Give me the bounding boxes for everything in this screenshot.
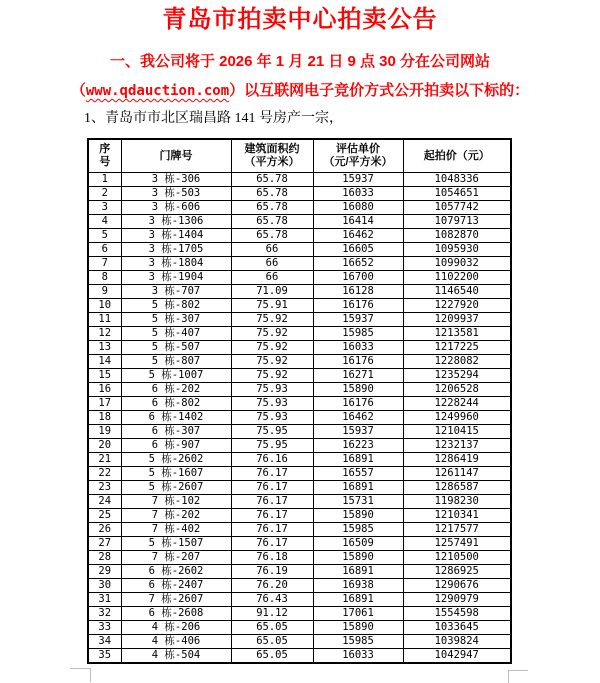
area-cell: 66 (231, 257, 313, 271)
table-row (88, 313, 511, 327)
start-price-cell: 1079713 (403, 215, 511, 229)
area-cell: 65.78 (231, 215, 313, 229)
door-number-cell: 4 栋-406 (121, 635, 231, 649)
start-price-cell: 1146540 (403, 285, 511, 299)
row-number-cell: 11 (88, 313, 121, 327)
table-row (88, 369, 511, 383)
table-row (88, 537, 511, 551)
table-row (88, 243, 511, 257)
start-price-cell: 1210415 (403, 425, 511, 439)
table-row (88, 523, 511, 537)
row-number-cell: 6 (88, 243, 121, 257)
start-price-cell: 1217225 (403, 341, 511, 355)
unit-price-cell: 15937 (313, 173, 403, 187)
table-row (88, 271, 511, 285)
intro-line-1: 一、我公司将于 2026 年 1 月 21 日 9 点 30 分在公司网站 (109, 53, 491, 70)
start-price-cell: 1210500 (403, 551, 511, 565)
area-cell: 75.91 (231, 299, 313, 313)
table-row (88, 453, 511, 467)
table-row (88, 215, 511, 229)
start-price-cell: 1082870 (403, 229, 511, 243)
text-boundary-mark-left (70, 668, 91, 682)
door-number-cell: 3 栋-1904 (121, 271, 231, 285)
table-row (88, 481, 511, 495)
start-price-cell: 1042947 (403, 649, 511, 664)
row-number-cell: 18 (88, 411, 121, 425)
door-number-cell: 5 栋-1507 (121, 537, 231, 551)
row-number-cell: 13 (88, 341, 121, 355)
door-number-cell: 5 栋-807 (121, 355, 231, 369)
table-row (88, 551, 511, 565)
start-price-cell: 1054651 (403, 187, 511, 201)
unit-price-cell: 16414 (313, 215, 403, 229)
unit-price-cell: 15890 (313, 509, 403, 523)
unit-price-cell: 15890 (313, 551, 403, 565)
auction-website-url: www.qdauction.com (85, 83, 230, 99)
door-number-cell: 6 栋-2608 (121, 607, 231, 621)
door-number-cell: 3 栋-1804 (121, 257, 231, 271)
area-cell: 65.78 (231, 201, 313, 215)
door-number-cell: 7 栋-207 (121, 551, 231, 565)
table-row (88, 285, 511, 299)
door-number-cell: 5 栋-2607 (121, 481, 231, 495)
row-number-cell: 2 (88, 187, 121, 201)
row-number-cell: 24 (88, 495, 121, 509)
area-cell: 65.05 (231, 635, 313, 649)
unit-price-cell: 16462 (313, 411, 403, 425)
unit-price-cell: 16033 (313, 341, 403, 355)
area-cell: 76.17 (231, 537, 313, 551)
unit-price-cell: 15985 (313, 327, 403, 341)
table-row (88, 229, 511, 243)
start-price-cell: 1217577 (403, 523, 511, 537)
row-number-cell: 33 (88, 621, 121, 635)
row-number-cell: 22 (88, 467, 121, 481)
row-number-cell: 26 (88, 523, 121, 537)
start-price-cell: 1554598 (403, 607, 511, 621)
start-price-cell: 1232137 (403, 439, 511, 453)
door-number-cell: 6 栋-307 (121, 425, 231, 439)
unit-price-cell: 15985 (313, 635, 403, 649)
start-price-cell: 1290979 (403, 593, 511, 607)
row-number-cell: 4 (88, 215, 121, 229)
area-cell: 75.92 (231, 355, 313, 369)
unit-price-cell: 16891 (313, 453, 403, 467)
row-number-cell: 15 (88, 369, 121, 383)
start-price-cell: 1213581 (403, 327, 511, 341)
start-price-cell: 1099032 (403, 257, 511, 271)
start-price-cell: 1206528 (403, 383, 511, 397)
col-header-door-number: 门牌号 (121, 139, 231, 173)
table-row (88, 649, 511, 664)
table-row (88, 439, 511, 453)
col-header-start-price: 起拍价（元） (403, 139, 511, 173)
door-number-cell: 5 栋-2602 (121, 453, 231, 467)
start-price-cell: 1228082 (403, 355, 511, 369)
table-row (88, 411, 511, 425)
door-number-cell: 3 栋-1404 (121, 229, 231, 243)
row-number-cell: 25 (88, 509, 121, 523)
area-cell: 76.16 (231, 453, 313, 467)
table-row (88, 187, 511, 201)
unit-price-cell: 16557 (313, 467, 403, 481)
door-number-cell: 3 栋-707 (121, 285, 231, 299)
start-price-cell: 1209937 (403, 313, 511, 327)
unit-price-cell: 16891 (313, 593, 403, 607)
unit-price-cell: 16128 (313, 285, 403, 299)
area-cell: 76.20 (231, 579, 313, 593)
area-cell: 76.17 (231, 523, 313, 537)
start-price-cell: 1261147 (403, 467, 511, 481)
row-number-cell: 3 (88, 201, 121, 215)
unit-price-cell: 16033 (313, 187, 403, 201)
row-number-cell: 16 (88, 383, 121, 397)
door-number-cell: 6 栋-1402 (121, 411, 231, 425)
start-price-cell: 1210341 (403, 509, 511, 523)
page-title: 青岛市拍卖中心拍卖公告 (162, 6, 438, 33)
row-number-cell: 28 (88, 551, 121, 565)
start-price-cell: 1033645 (403, 621, 511, 635)
intro-line-2-open-paren: （ (70, 82, 86, 99)
start-price-cell: 1228244 (403, 397, 511, 411)
unit-price-cell: 15937 (313, 425, 403, 439)
door-number-cell: 7 栋-402 (121, 523, 231, 537)
table-row (88, 579, 511, 593)
unit-price-cell: 16700 (313, 271, 403, 285)
door-number-cell: 5 栋-1007 (121, 369, 231, 383)
start-price-cell: 1286419 (403, 453, 511, 467)
area-cell: 75.95 (231, 425, 313, 439)
door-number-cell: 4 栋-504 (121, 649, 231, 664)
door-number-cell: 5 栋-802 (121, 299, 231, 313)
row-number-cell: 10 (88, 299, 121, 313)
row-number-cell: 31 (88, 593, 121, 607)
door-number-cell: 6 栋-202 (121, 383, 231, 397)
area-cell: 91.12 (231, 607, 313, 621)
start-price-cell: 1286587 (403, 481, 511, 495)
auction-table (87, 138, 512, 664)
table-row (88, 383, 511, 397)
row-number-cell: 35 (88, 649, 121, 664)
start-price-cell: 1235294 (403, 369, 511, 383)
row-number-cell: 20 (88, 439, 121, 453)
table-row (88, 299, 511, 313)
row-number-cell: 9 (88, 285, 121, 299)
area-cell: 66 (231, 243, 313, 257)
door-number-cell: 5 栋-507 (121, 341, 231, 355)
row-number-cell: 29 (88, 565, 121, 579)
intro-line-2 (0, 82, 600, 100)
area-cell: 76.19 (231, 565, 313, 579)
row-number-cell: 7 (88, 257, 121, 271)
row-number-cell: 32 (88, 607, 121, 621)
area-cell: 66 (231, 271, 313, 285)
unit-price-cell: 16223 (313, 439, 403, 453)
unit-price-cell: 15890 (313, 621, 403, 635)
row-number-cell: 21 (88, 453, 121, 467)
door-number-cell: 7 栋-202 (121, 509, 231, 523)
area-cell: 76.17 (231, 495, 313, 509)
unit-price-cell: 16033 (313, 649, 403, 664)
table-row (88, 425, 511, 439)
start-price-cell: 1249960 (403, 411, 511, 425)
col-header-row-number: 序 号 (88, 139, 121, 173)
table-row (88, 173, 511, 187)
table-row (88, 257, 511, 271)
table-header-row (88, 139, 511, 173)
intro-line-2-rest: ）以互联网电子竞价方式公开拍卖以下标的： (229, 82, 530, 99)
unit-price-cell: 16891 (313, 565, 403, 579)
unit-price-cell: 16176 (313, 355, 403, 369)
lot-description-line: 1、青岛市市北区瑞昌路 141 号房产一宗， (84, 111, 343, 126)
door-number-cell: 3 栋-503 (121, 187, 231, 201)
door-number-cell: 6 栋-907 (121, 439, 231, 453)
unit-price-cell: 15937 (313, 313, 403, 327)
row-number-cell: 1 (88, 173, 121, 187)
table-row (88, 495, 511, 509)
start-price-cell: 1286925 (403, 565, 511, 579)
auction-table-body (88, 173, 511, 664)
row-number-cell: 12 (88, 327, 121, 341)
unit-price-cell: 16652 (313, 257, 403, 271)
start-price-cell: 1057742 (403, 201, 511, 215)
area-cell: 75.92 (231, 369, 313, 383)
table-row (88, 621, 511, 635)
area-cell: 65.78 (231, 187, 313, 201)
row-number-cell: 5 (88, 229, 121, 243)
unit-price-cell: 17061 (313, 607, 403, 621)
start-price-cell: 1039824 (403, 635, 511, 649)
row-number-cell: 8 (88, 271, 121, 285)
table-row (88, 355, 511, 369)
door-number-cell: 3 栋-1306 (121, 215, 231, 229)
table-row (88, 327, 511, 341)
door-number-cell: 6 栋-2407 (121, 579, 231, 593)
area-cell: 71.09 (231, 285, 313, 299)
start-price-cell: 1102200 (403, 271, 511, 285)
col-header-area: 建筑面积约 （平方米） (231, 139, 313, 173)
start-price-cell: 1048336 (403, 173, 511, 187)
unit-price-cell: 16462 (313, 229, 403, 243)
row-number-cell: 30 (88, 579, 121, 593)
door-number-cell: 3 栋-1705 (121, 243, 231, 257)
area-cell: 65.78 (231, 229, 313, 243)
unit-price-cell: 16938 (313, 579, 403, 593)
unit-price-cell: 16509 (313, 537, 403, 551)
table-row (88, 635, 511, 649)
area-cell: 75.92 (231, 341, 313, 355)
table-row (88, 341, 511, 355)
door-number-cell: 3 栋-306 (121, 173, 231, 187)
area-cell: 76.17 (231, 467, 313, 481)
area-cell: 75.95 (231, 439, 313, 453)
start-price-cell: 1227920 (403, 299, 511, 313)
area-cell: 76.17 (231, 509, 313, 523)
unit-price-cell: 16605 (313, 243, 403, 257)
row-number-cell: 34 (88, 635, 121, 649)
unit-price-cell: 15985 (313, 523, 403, 537)
area-cell: 65.05 (231, 649, 313, 664)
table-row (88, 201, 511, 215)
unit-price-cell: 16176 (313, 299, 403, 313)
area-cell: 65.05 (231, 621, 313, 635)
unit-price-cell: 16080 (313, 201, 403, 215)
door-number-cell: 4 栋-206 (121, 621, 231, 635)
row-number-cell: 23 (88, 481, 121, 495)
unit-price-cell: 15731 (313, 495, 403, 509)
door-number-cell: 6 栋-2602 (121, 565, 231, 579)
table-row (88, 509, 511, 523)
start-price-cell: 1095930 (403, 243, 511, 257)
door-number-cell: 5 栋-307 (121, 313, 231, 327)
door-number-cell: 5 栋-407 (121, 327, 231, 341)
unit-price-cell: 16176 (313, 397, 403, 411)
start-price-cell: 1290676 (403, 579, 511, 593)
area-cell: 75.93 (231, 411, 313, 425)
col-header-unit-price: 评估单价 （元/平方米） (313, 139, 403, 173)
door-number-cell: 7 栋-102 (121, 495, 231, 509)
area-cell: 76.17 (231, 481, 313, 495)
door-number-cell: 5 栋-1607 (121, 467, 231, 481)
door-number-cell: 6 栋-802 (121, 397, 231, 411)
unit-price-cell: 16271 (313, 369, 403, 383)
start-price-cell: 1198230 (403, 495, 511, 509)
area-cell: 76.18 (231, 551, 313, 565)
unit-price-cell: 15890 (313, 383, 403, 397)
row-number-cell: 14 (88, 355, 121, 369)
table-row (88, 467, 511, 481)
table-row (88, 607, 511, 621)
unit-price-cell: 16891 (313, 481, 403, 495)
area-cell: 76.43 (231, 593, 313, 607)
area-cell: 75.92 (231, 313, 313, 327)
area-cell: 75.93 (231, 383, 313, 397)
row-number-cell: 19 (88, 425, 121, 439)
area-cell: 65.78 (231, 173, 313, 187)
door-number-cell: 3 栋-606 (121, 201, 231, 215)
area-cell: 75.92 (231, 327, 313, 341)
table-row (88, 593, 511, 607)
table-row (88, 565, 511, 579)
table-row (88, 397, 511, 411)
row-number-cell: 17 (88, 397, 121, 411)
start-price-cell: 1257491 (403, 537, 511, 551)
area-cell: 75.93 (231, 397, 313, 411)
row-number-cell: 27 (88, 537, 121, 551)
door-number-cell: 7 栋-2607 (121, 593, 231, 607)
